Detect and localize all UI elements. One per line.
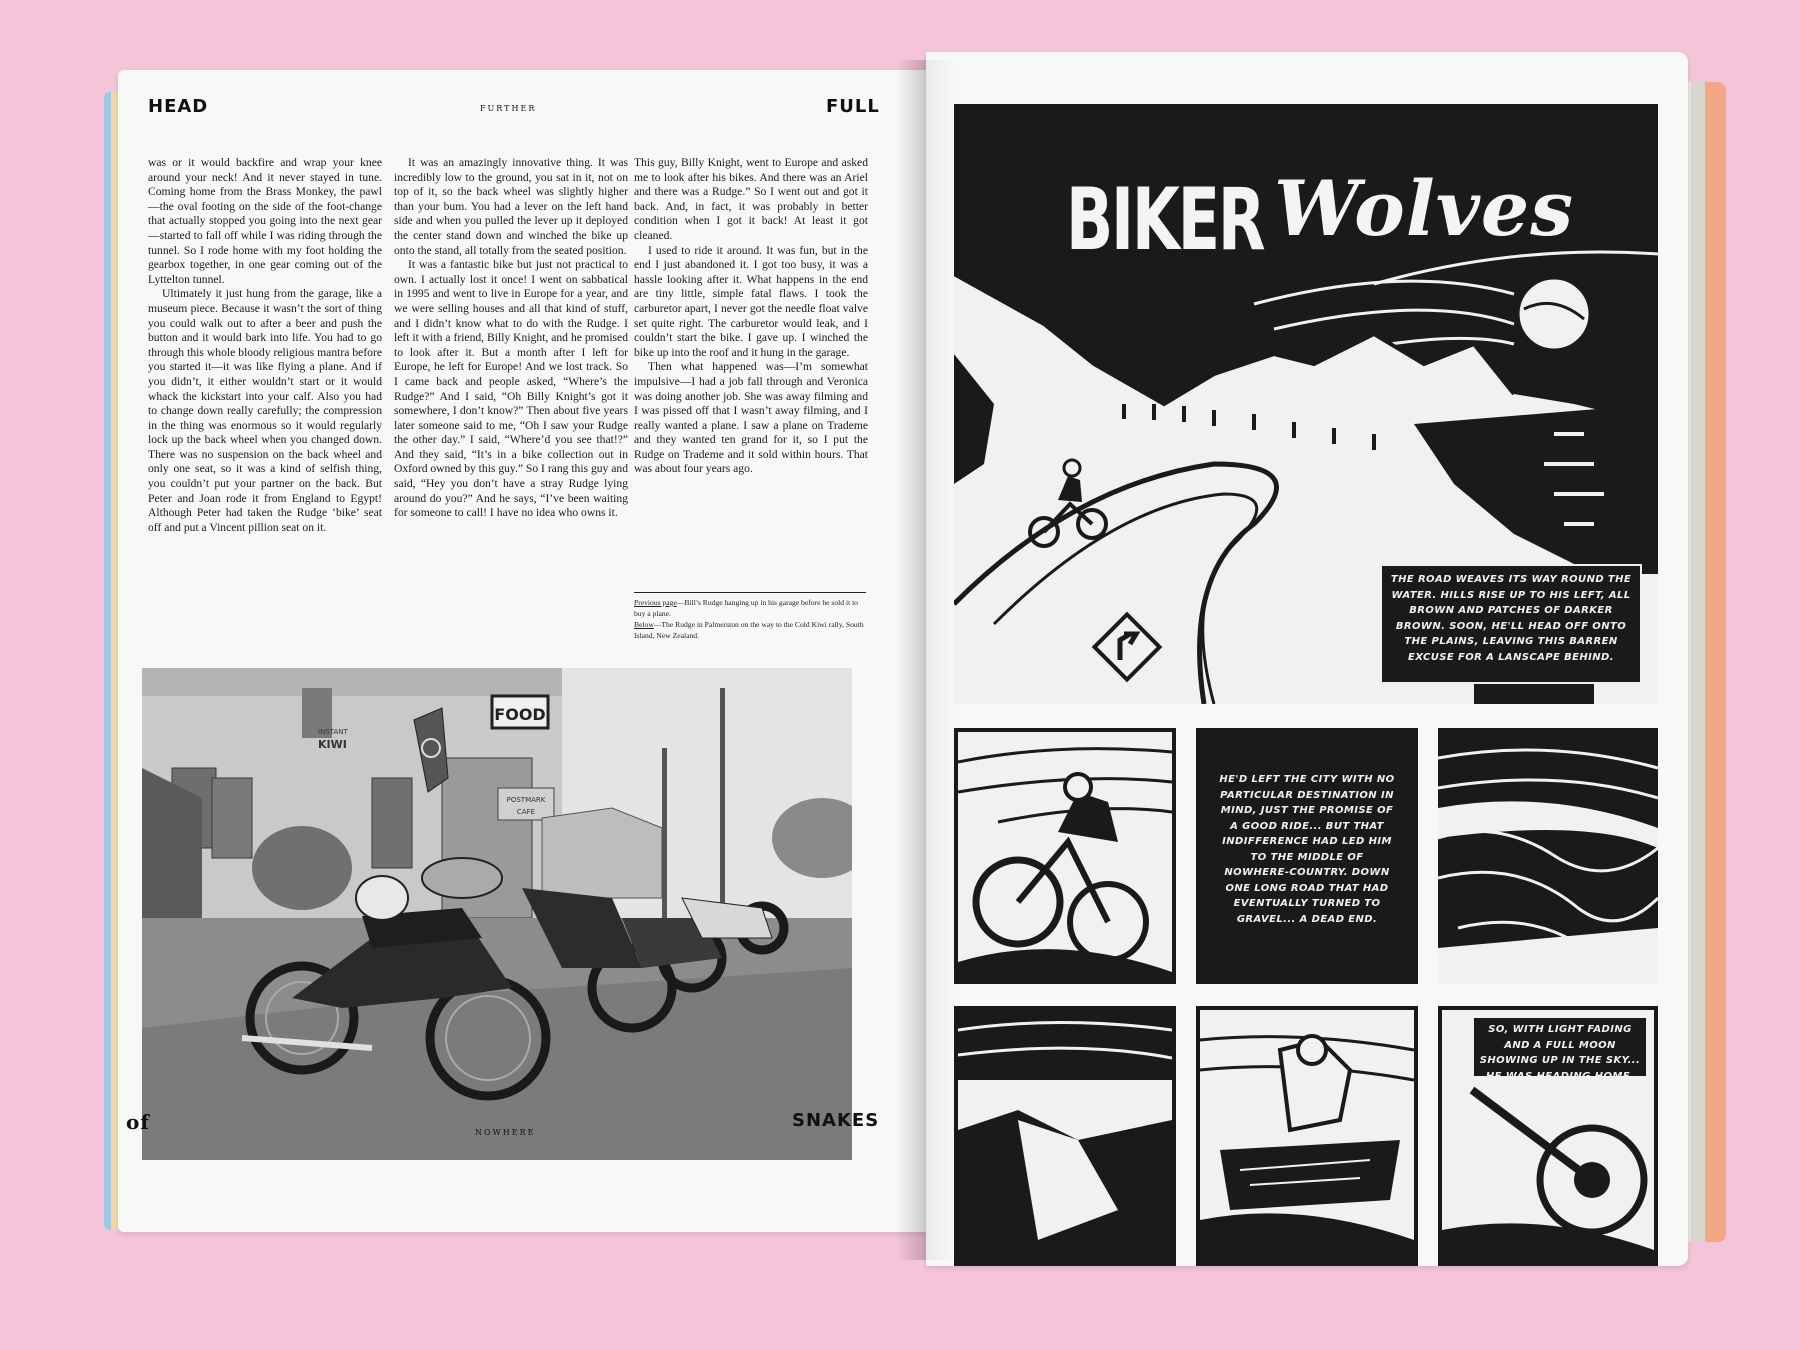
caption-label-below: Below [634, 620, 654, 629]
motorcycle-photo-illustration [142, 668, 852, 1160]
instant-sign: INSTANT [318, 728, 348, 736]
running-foot-right: SNAKES [792, 1110, 880, 1131]
caption-box-panel2: HE'D LEFT THE CITY WITH NO PARTICULAR DESTINATION IN MIND, JUST THE PROMISE OF A GOOD RIDE... BUT THAT INDIFFERENCE HAD LED HIM TO THE MIDDLE OF NOWHERE-COUNTRY. DOWN ONE LONG ROAD THAT HAD EVENTUALLY TURNED TO GRAVEL... A DEAD END. [1219, 774, 1395, 925]
comic-panel-rider-3 [1438, 1006, 1658, 1266]
running-head-right: FULL [826, 96, 880, 117]
comic-panel-main [954, 104, 1658, 704]
paragraph: It was an amazingly innovative thing. It was incredibly low to the ground, you sat in it, not on top of it, so the back wheel was slightly higher than your bum. You had a lever on the left hand side and when you pulled the lever up it deployed the center stand down and winched the bike up onto the stand, all totally from the seated position. [394, 156, 628, 257]
caption-label-previous: Previous page [634, 598, 677, 607]
text-column-2 [394, 156, 628, 521]
comic-title-wolves: Wolves [1274, 164, 1575, 253]
right-page [926, 52, 1688, 1266]
left-page [118, 70, 926, 1232]
kiwi-sign: KIWI [318, 738, 347, 751]
paragraph: I used to ride it around. It was fun, but in the end I just abandoned it. I got too busy, it was a hassle looking after it. What happens in the end are tiny little, simple fatal flaws. I took the carburetor apart, I never got the needle float valve set quite right. The carburetor would leak, and I couldn’t start the bike. I gave up. I winched the bike up into the roof and it hung in the garage. [634, 243, 868, 359]
cafe-sign: CAFE [516, 808, 536, 816]
food-sign: FOOD [494, 705, 546, 724]
paragraph: This guy, Billy Knight, went to Europe and asked me to look after his bikes. And there was an Ariel and there was a Rudge.” So I went out and got it back. And, in fact, it was probably in better condition when I got it back! At least it got cleaned. [634, 156, 868, 242]
paragraph: was or it would backfire and wrap your knee around your neck! And it never stayed in tune. Coming home from the Brass Monkey, the pawl—the oval footing on the side of the foot-change that actually stopped you going into the next gear—started to fall off while I was riding through the tunnel. So I rode home with my foot holding the gearbox together, in one gear coming out of the Lyttelton tunnel. [148, 156, 382, 286]
running-foot-left: of [126, 1110, 150, 1134]
running-foot-center: NOWHERE [475, 1128, 536, 1137]
caption-text-below: —The Rudge in Palmerston on the way to the Cold Kiwi rally, South Island, New Zealand. [634, 620, 864, 640]
caption-text-previous: —Bill’s Rudge hanging up in his garage before he sold it to buy a plane. [634, 598, 858, 618]
caption-box-panel6: SO, WITH LIGHT FADING AND A FULL MOON SHOWING UP IN THE SKY... HE WAS HEADING HOME. [1472, 1016, 1648, 1078]
comic-panel-rider-1 [954, 728, 1176, 984]
paragraph: Ultimately it just hung from the garage, like a museum piece. Because it wasn’t the sort of thing you could walk out to after a beer and push the button and it would bark into life. You had to go through this whole bloody religious mantra before you started it—it was like flying a plane. And if you didn’t, it either wouldn’t start or it would whack the kickstart into your calf. Also you had to change down really carefully; the compression in the thing was enormous so it would regularly lock up the back wheel when you changed down. There was no suspension on the back wheel and only one seat, so it was a kind of selfish thing, you couldn’t put your partner on the back. But Peter and Joan rode it from England to Egypt! Although Peter had taken the Rudge ‘bike’ seat off and put a Vincent pillion seat on it. [148, 287, 382, 534]
rider-closeup-illustration [1200, 1010, 1414, 1262]
comic-panel-hills [1438, 728, 1658, 984]
rider-illustration [958, 732, 1172, 980]
hills-illustration [1438, 728, 1658, 984]
paragraph: Then what happened was—I’m somewhat impulsive—I had a job fall through and Veronica was doing another job. She was away filming and I was pissed off that I wasn’t away filming, and I really wanted a plane. I saw a plane on Trademe and they wanted ten grand for it, so I put the Rudge on Trademe and it sold within hours. That was about four years ago. [634, 360, 868, 476]
comic-title-biker: BIKER [1066, 170, 1264, 270]
landscape-small-illustration [958, 1010, 1172, 1262]
text-column-1 [148, 156, 382, 535]
paragraph: It was a fantastic bike but just not practical to own. I actually lost it once! I went on sabbatical in 1995 and went to live in Europe for a year, and we were selling houses and all that kind of stuff, and I didn’t know what to do with the Rudge. I left it with a friend, Billy Knight, and he promised to look after it. But a month after I left for Europe, he left for Europe! And we lost track. So I came back and people asked, “Where’s the Rudge?” And I said, “Oh Billy Knight’s got it somewhere, I don’t know?” Then about five years later someone said to me, “Oh I saw your Rudge the other day.” I said, “Where’d you see that!?” And they said, “It’s in a bike collection out in Oxford owned by this guy.” So I rang this guy and said, “Hey you don’t have a stray Rudge lying around do you?” And he says, “I’ve been waiting for someone to call! I have no idea who owns it. [394, 258, 628, 520]
comic-panel-landscape [954, 1006, 1176, 1266]
postmark-sign: POSTMARK [506, 796, 546, 804]
running-head-center: FURTHER [480, 104, 537, 113]
comic-panel-text [1196, 728, 1418, 984]
photo-caption [634, 592, 866, 641]
running-head-left: HEAD [148, 96, 209, 117]
motorcycle-photo [142, 668, 852, 1160]
comic-panel-rider-2 [1196, 1006, 1418, 1266]
text-column-3 [634, 156, 868, 477]
caption-box-main: THE ROAD WEAVES ITS WAY ROUND THE WATER. HILLS RISE UP TO HIS LEFT, ALL BROWN AND PATCHES OF DARKER BROWN. SOON, HE'LL HEAD OFF ONTO THE PLAINS, LEAVING THIS BARREN EXCUSE FOR A LANSCAPE BEHIND. [1380, 564, 1642, 684]
